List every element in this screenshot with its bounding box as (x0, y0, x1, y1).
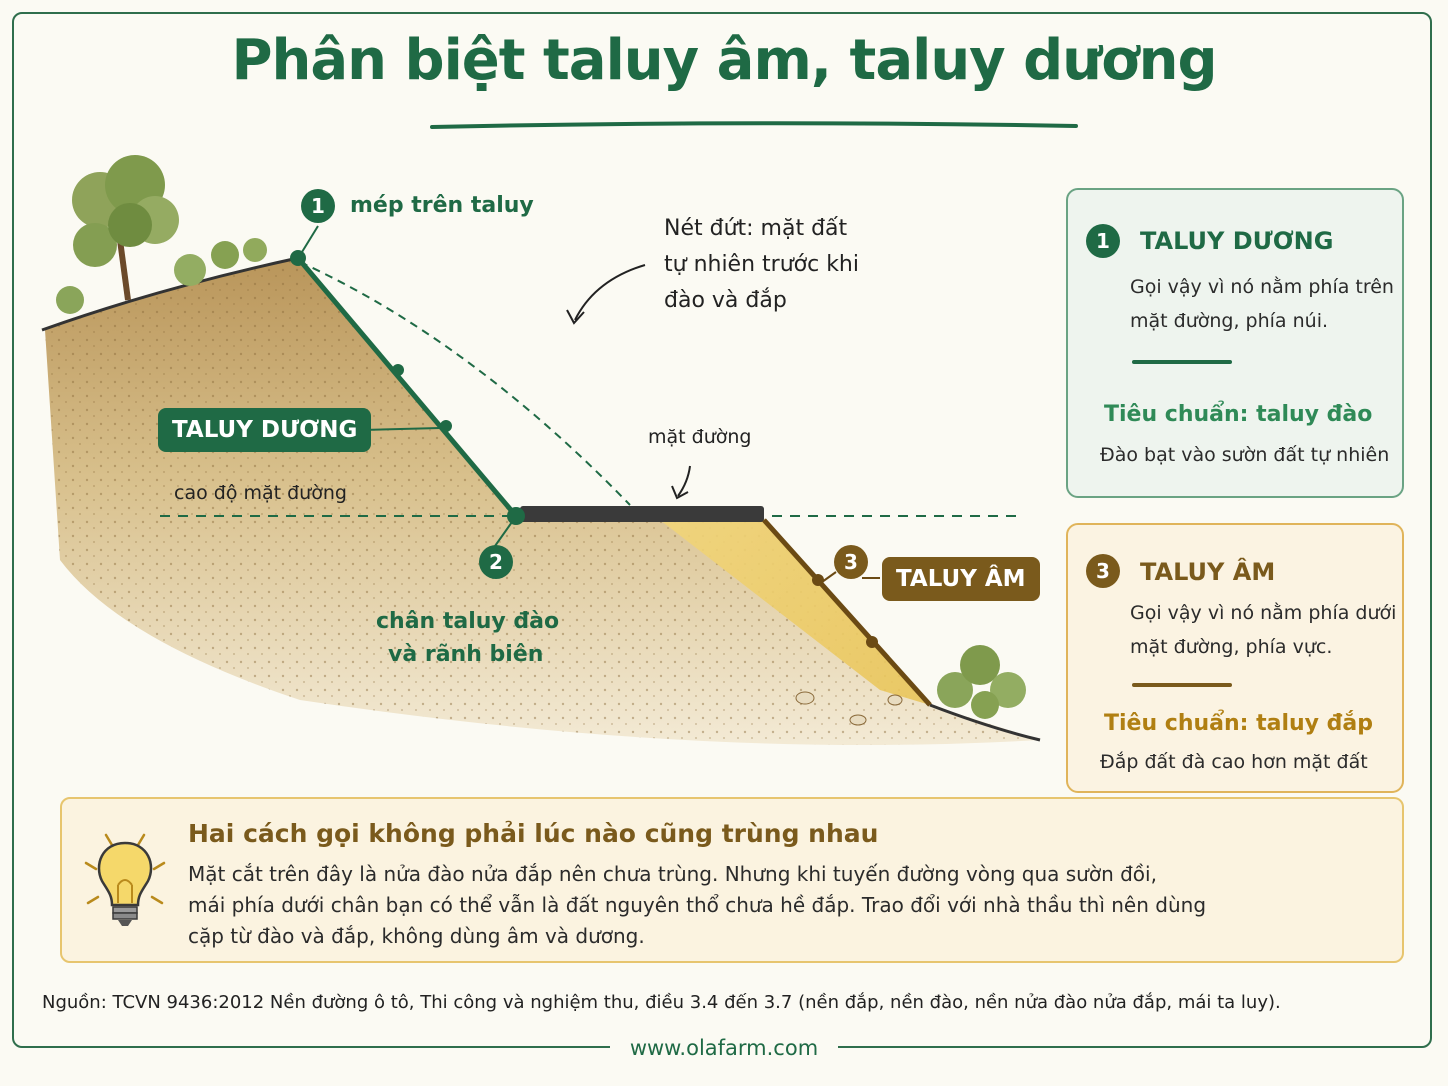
tip-box (60, 797, 1404, 963)
card-duong-number: 1 (1086, 224, 1120, 258)
tag-taluy-duong: TALUY DƯƠNG (158, 408, 371, 452)
card-taluy-duong (1066, 188, 1404, 498)
tree-icon (72, 155, 179, 300)
point3-number: 3 (834, 545, 868, 579)
card-duong-description (1130, 270, 1400, 338)
tip-line3: cặp từ đào và đắp, không dùng âm và dương. (188, 924, 645, 948)
card-am-divider (1132, 683, 1232, 687)
tip-line1: Mặt cắt trên đây là nửa đào nửa đắp nên chưa trùng. Nhưng khi tuyến đường vòng qua sườn đồi, (188, 862, 1157, 886)
card-am-description (1130, 596, 1400, 664)
shrub-right-icon (937, 645, 1026, 719)
card-am-desc-line2: mặt đường, phía vực. (1130, 636, 1333, 658)
card-am-number: 3 (1086, 554, 1120, 588)
card-am-heading: TALUY ÂM (1140, 558, 1276, 586)
road-surface-arrow (678, 466, 690, 496)
tip-line2: mái phía dưới chân bạn có thể vẫn là đất nguyên thổ chưa hề đắp. Trao đổi với nhà thầu thì nên dùng (188, 893, 1207, 917)
card-duong-divider (1132, 360, 1232, 364)
card-duong-standard-title: Tiêu chuẩn: taluy đào (1104, 402, 1373, 427)
point1-marker (290, 250, 306, 266)
card-am-desc-line1: Gọi vậy vì nó nằm phía dưới (1130, 602, 1397, 624)
page-title: Phân biệt taluy âm, taluy dương (231, 28, 1217, 93)
footer (0, 1036, 1448, 1060)
tip-body (188, 859, 1288, 952)
point1-number: 1 (301, 189, 335, 223)
dashed-note-line3: đào và đắp (664, 288, 787, 313)
dashed-note-line1: Nét đứt: mặt đất (664, 216, 848, 241)
road-surface-label: mặt đường (648, 426, 752, 448)
lightbulb-icon (76, 825, 176, 935)
point2-number: 2 (479, 545, 513, 579)
source-citation: Nguồn: TCVN 9436:2012 Nền đường ô tô, Thi công và nghiệm thu, điều 3.4 đến 3.7 (nền đắp, nền đào, nền nửa đào nửa đắp, mái ta luy). (42, 992, 1281, 1013)
card-duong-heading: TALUY DƯƠNG (1140, 227, 1334, 255)
dashed-note-line2: tự nhiên trước khi (664, 252, 859, 277)
card-duong-desc-line1: Gọi vậy vì nó nằm phía trên (1130, 276, 1394, 298)
card-am-standard-desc: Đắp đất đà cao hơn mặt đất (1100, 751, 1368, 773)
point2-label-line2: và rãnh biên (388, 642, 544, 667)
road-level-label: cao độ mặt đường (174, 482, 347, 504)
card-am-standard-title: Tiêu chuẩn: taluy đắp (1104, 711, 1374, 736)
road-surface (520, 506, 764, 522)
dashed-note-arrow (575, 265, 645, 320)
point2-marker (507, 507, 525, 525)
point1-label: mép trên taluy (350, 193, 534, 218)
card-duong-desc-line2: mặt đường, phía núi. (1130, 310, 1329, 332)
card-taluy-am (1066, 523, 1404, 793)
tip-title: Hai cách gọi không phải lúc nào cũng trùng nhau (188, 819, 879, 848)
card-duong-standard-desc: Đào bạt vào sườn đất tự nhiên (1100, 444, 1390, 466)
footer-url-link[interactable]: www.olafarm.com (610, 1036, 838, 1060)
point2-label-line1: chân taluy đào (376, 609, 560, 634)
tag-taluy-am: TALUY ÂM (882, 557, 1040, 601)
